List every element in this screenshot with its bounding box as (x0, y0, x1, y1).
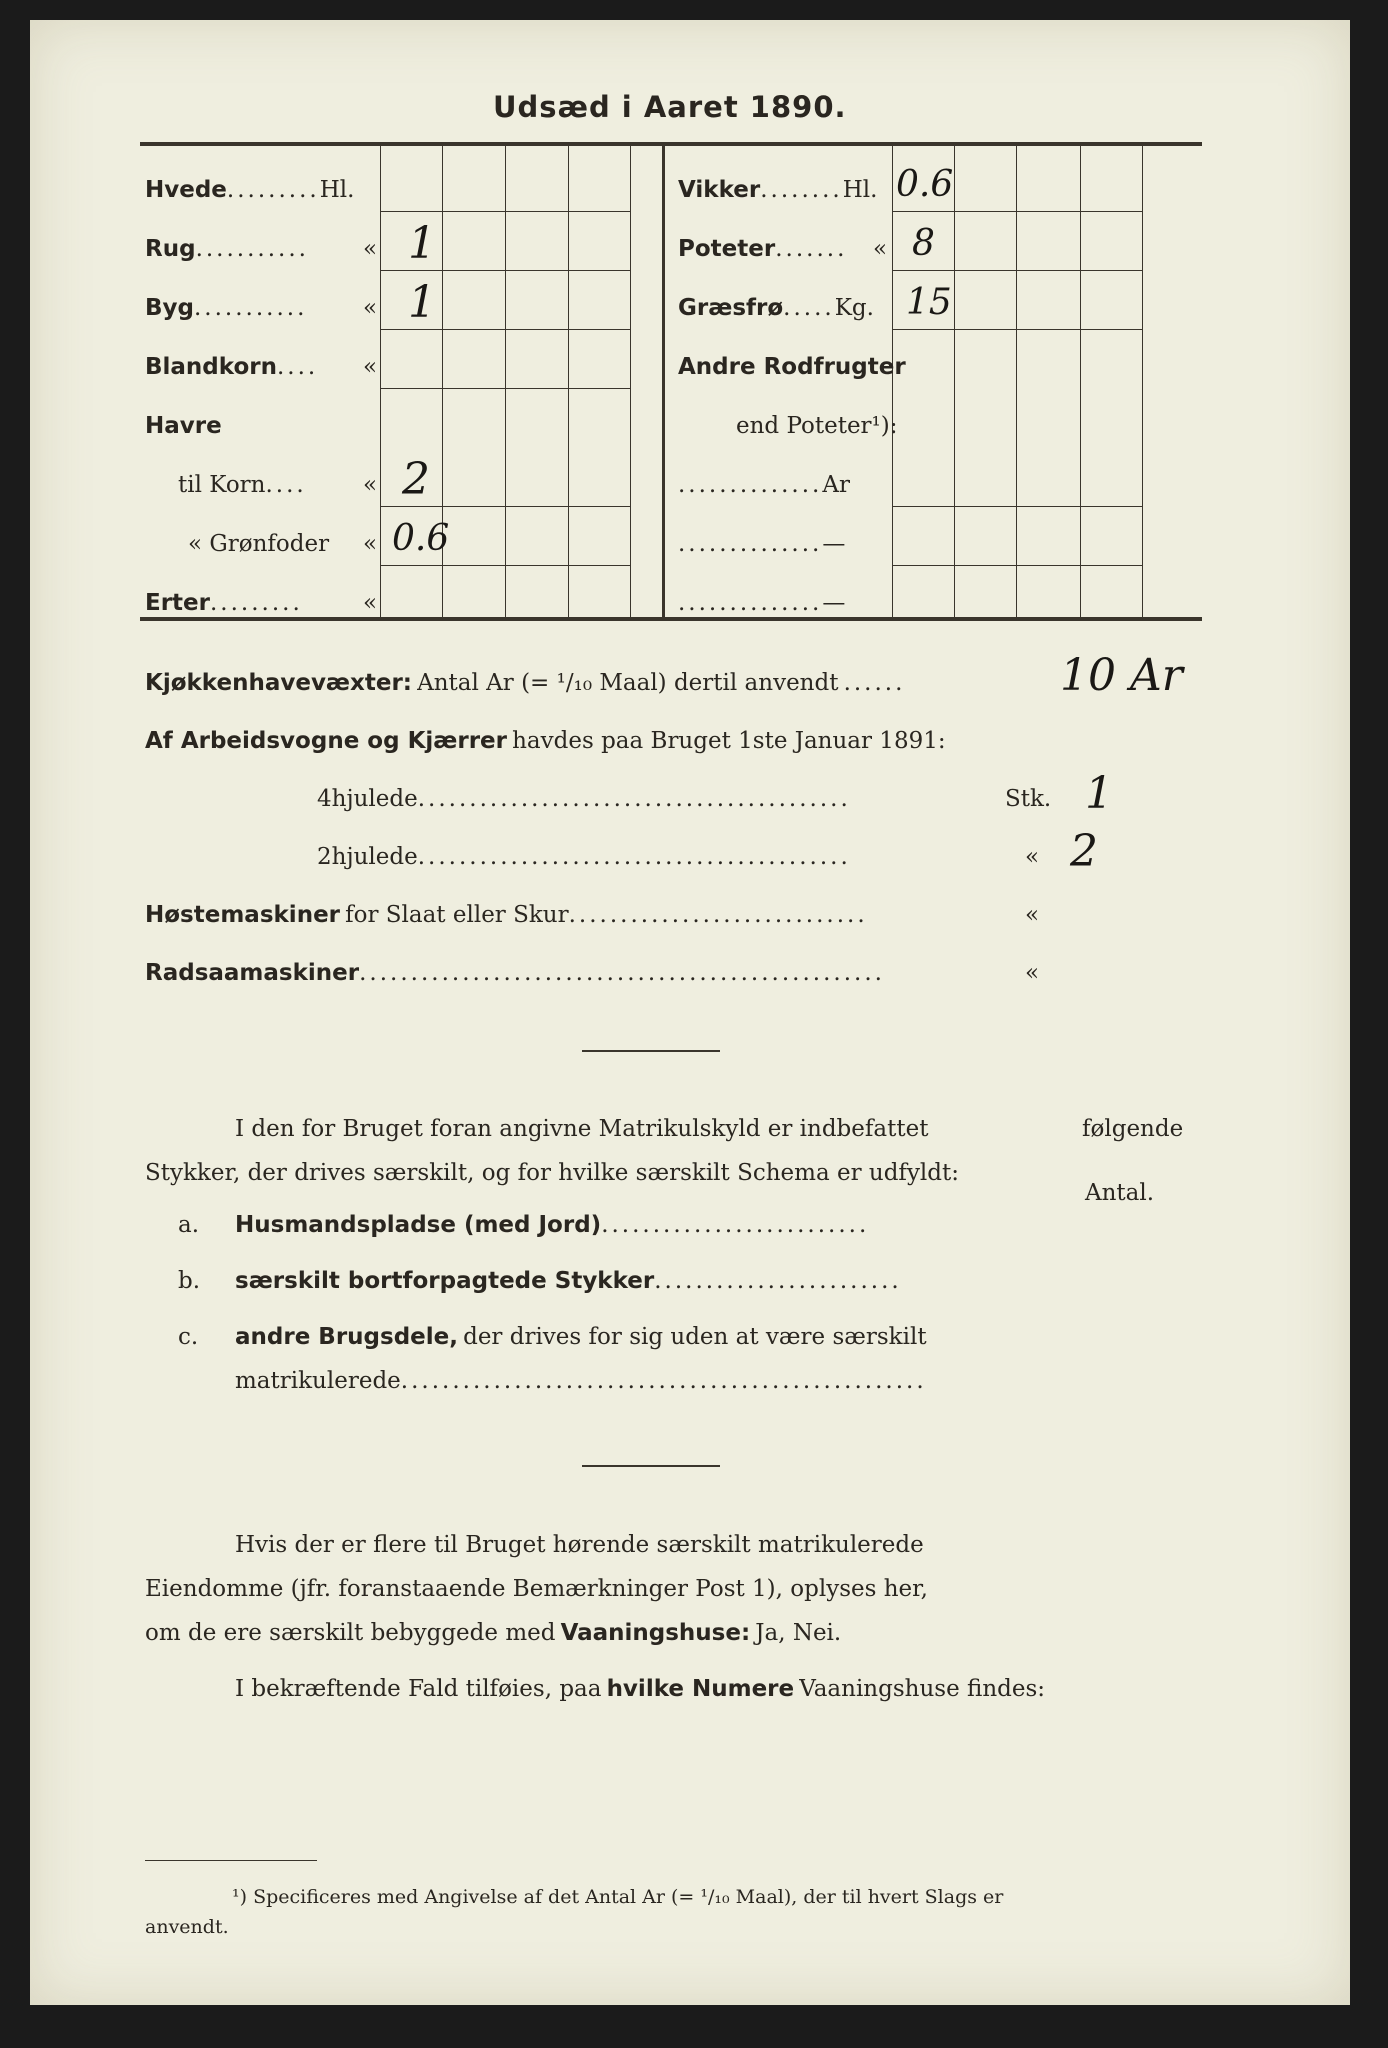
item-b (235, 1268, 902, 1294)
row-dots: ........... (194, 295, 308, 321)
item-c (235, 1324, 927, 1350)
row-andre-rodfrugter: Andre Rodfrugter (678, 354, 906, 380)
row-dots: ....... (775, 236, 848, 262)
footnote-line2: anvendt. (145, 1916, 229, 1938)
row-label: Blandkorn (145, 354, 277, 380)
row-blank-2 (678, 531, 845, 557)
row-dots: ........ (760, 177, 843, 203)
row-label: Hvede (145, 177, 227, 203)
eiendomme-line3-text: om de ere særskilt bebyggede med (145, 1620, 556, 1646)
row-unit: « (363, 354, 378, 380)
left-col-line-5 (630, 144, 631, 617)
left-row-line (380, 270, 630, 271)
left-row-line (380, 329, 630, 330)
row-gronfoder: « Grønfoder (188, 531, 330, 557)
eiendomme-line4 (235, 1676, 1045, 1702)
kitchen-label: Kjøkkenhavevæxter: (145, 670, 413, 696)
eiendomme-line4-text: I bekræftende Fald tilføies, paa (235, 1676, 602, 1702)
left-row-line (380, 388, 630, 389)
wagons-text: havdes paa Bruget 1ste Januar 1891: (512, 728, 946, 754)
row-unit: « (363, 236, 378, 262)
right-col-line-2 (954, 144, 955, 617)
kitchen-text: Antal Ar (= ¹/₁₀ Maal) dertil anvendt (417, 670, 839, 696)
left-row-line (380, 506, 630, 507)
vaaningshuse-label: Vaaningshuse: (560, 1620, 751, 1646)
row-dots: .............. (678, 590, 823, 616)
row-rug (145, 236, 309, 262)
row-label: Erter (145, 590, 210, 616)
row-unit: « (363, 295, 378, 321)
row-blank-ar (678, 472, 850, 498)
two-wheel-label: 2hjulede (317, 844, 418, 870)
row-dots: ......... (210, 590, 303, 616)
row-seeder-dots: ................................................... (359, 960, 885, 986)
left-col-line-3 (505, 144, 506, 617)
kitchen-garden-line (145, 670, 905, 696)
numere-label: hvilke Numere (606, 1676, 795, 1702)
eiendomme-line4-end: Vaaningshuse findes: (799, 1676, 1046, 1702)
wagons-label: Af Arbeidsvogne og Kjærrer (145, 728, 508, 754)
harvest-text: for Slaat eller Skur (345, 902, 569, 928)
row-graesfro (678, 295, 874, 321)
right-col-line-3 (1016, 144, 1017, 617)
row-unit: Ar (822, 472, 850, 498)
item-c-dots: ................................................... (400, 1368, 927, 1394)
kitchen-value: 10 Ar (1060, 650, 1183, 701)
row-havre: Havre (145, 413, 222, 439)
row-end-poteter: end Poteter¹): (736, 413, 898, 439)
two-wheel-dots: .......................................... (417, 844, 851, 870)
row-blandkorn (145, 354, 318, 380)
row-dots: ......... (226, 177, 320, 203)
row-label: Poteter (678, 236, 776, 262)
left-row-line (380, 565, 630, 566)
row-blank-3 (678, 590, 845, 616)
row-vikker (678, 177, 877, 203)
item-a-dots: .......................... (601, 1212, 870, 1238)
row-dots: .............. (678, 472, 823, 498)
left-col-line-1 (380, 144, 381, 617)
item-b-label: særskilt bortforpagtede Stykker (235, 1268, 655, 1294)
right-row-line (892, 329, 1142, 330)
row-unit: Hl. (842, 177, 878, 203)
right-col-line-1 (892, 144, 893, 617)
right-row-line (892, 211, 1142, 212)
section-separator (582, 1050, 720, 1052)
eiendomme-line3 (145, 1620, 841, 1646)
item-c-letter: c. (178, 1324, 199, 1350)
row-seeder-label: Radsaamaskiner (145, 960, 360, 986)
footnote-line1: ¹) Specificeres med Angivelse af det Antal Ar (= ¹/₁₀ Maal), der til hvert Slags er (232, 1886, 1004, 1908)
harvest-machine-line (145, 902, 868, 928)
right-row-line (892, 270, 1142, 271)
two-wheel-line (317, 844, 851, 870)
wagons-line (145, 728, 946, 754)
item-a (235, 1212, 869, 1238)
row-unit: « (363, 472, 378, 498)
section-separator (582, 1465, 720, 1467)
two-wheel-value: 2 (1070, 826, 1098, 877)
four-wheel-unit: Stk. (1005, 786, 1052, 812)
row-label: Rug (145, 236, 196, 262)
right-col-line-5 (1142, 144, 1143, 617)
matrikul-intro-line2: Stykker, der drives særskilt, og for hvilke særskilt Schema er udfyldt: (145, 1160, 960, 1186)
row-label: Græsfrø (678, 295, 784, 321)
four-wheel-value: 1 (1085, 768, 1113, 819)
eiendomme-line2: Eiendomme (jfr. foranstaaende Bemærkninger Post 1), oplyses her, (145, 1576, 928, 1602)
vikker-value: 0.6 (896, 164, 954, 205)
footnote-rule (145, 1860, 317, 1861)
item-b-dots: ........................ (654, 1268, 902, 1294)
rug-value: 1 (408, 218, 436, 269)
left-col-line-4 (568, 144, 569, 617)
gronfoder-value: 0.6 (392, 518, 450, 559)
graesfro-value: 15 (906, 282, 952, 323)
row-label: Byg (145, 295, 194, 321)
kitchen-dots: ...... (843, 670, 906, 696)
document-page (30, 20, 1350, 2005)
eiendomme-line1: Hvis der er flere til Bruget hørende særskilt matrikulerede (235, 1532, 924, 1558)
row-unit: — (822, 531, 846, 557)
four-wheel-dots: .......................................... (417, 786, 851, 812)
byg-value: 1 (408, 277, 436, 328)
row-unit: « (363, 590, 378, 616)
row-label: Vikker (678, 177, 761, 203)
right-row-line (892, 565, 1142, 566)
item-c-line2 (235, 1368, 927, 1394)
row-unit: Hl. (319, 177, 355, 203)
ja-nei-options: Ja, Nei. (755, 1620, 842, 1646)
til-korn-value: 2 (402, 454, 430, 505)
row-dots: ..... (783, 295, 835, 321)
row-unit: « (873, 236, 888, 262)
item-c-line2-text: matrikulerede (235, 1368, 401, 1394)
antal-heading: Antal. (1085, 1180, 1155, 1206)
four-wheel-line (317, 786, 851, 812)
table-center-divider (662, 144, 665, 617)
row-seeder-line (145, 960, 885, 986)
left-row-line (380, 211, 630, 212)
right-col-line-4 (1080, 144, 1081, 617)
harvest-label: Høstemaskiner (145, 902, 341, 928)
row-hvede (145, 177, 354, 203)
row-dots: ........... (195, 236, 309, 262)
item-a-label: Husmandspladse (med Jord) (235, 1212, 602, 1238)
two-wheel-unit: « (1025, 844, 1040, 870)
row-byg (145, 295, 307, 321)
row-dots: .... (265, 472, 307, 498)
right-row-line (892, 506, 1142, 507)
harvest-unit: « (1025, 902, 1040, 928)
row-dots: .... (276, 354, 319, 380)
row-unit: Kg. (834, 295, 874, 321)
row-label: til Korn (178, 472, 266, 498)
page-title: Udsæd i Aaret 1890. (493, 90, 847, 124)
matrikul-intro-end: følgende (1082, 1116, 1184, 1142)
row-seeder-unit: « (1025, 960, 1040, 986)
table-bottom-rule (140, 617, 1202, 621)
row-poteter (678, 236, 847, 262)
item-c-label: andre Brugsdele, (235, 1324, 458, 1350)
row-unit: — (822, 590, 846, 616)
poteter-value: 8 (912, 223, 935, 264)
table-top-rule (140, 142, 1202, 146)
row-til-korn (178, 472, 307, 498)
row-unit: « (363, 531, 378, 557)
four-wheel-label: 4hjulede (317, 786, 418, 812)
item-b-letter: b. (178, 1268, 201, 1294)
row-erter (145, 590, 303, 616)
item-c-text: der drives for sig uden at være særskilt (463, 1324, 927, 1350)
matrikul-intro-line1: I den for Bruget foran angivne Matrikulskyld er indbefattet (235, 1116, 929, 1142)
row-dots: .............. (678, 531, 823, 557)
harvest-dots: ............................. (568, 902, 868, 928)
item-a-letter: a. (178, 1212, 200, 1238)
